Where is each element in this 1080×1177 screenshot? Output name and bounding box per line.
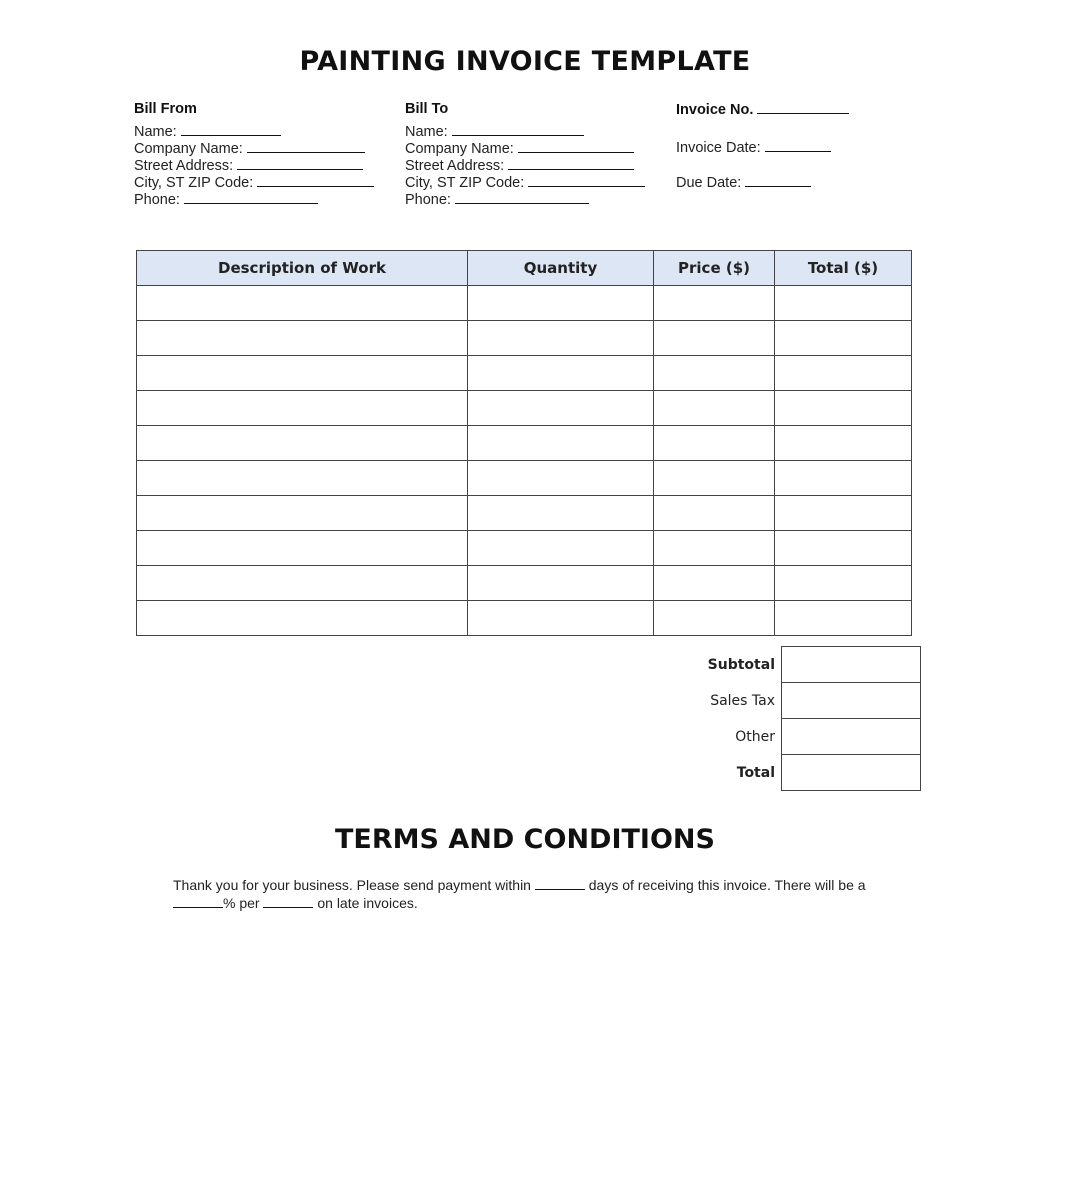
other-cell[interactable] xyxy=(782,719,921,755)
terms-text-part1: Thank you for your business. Please send payment within xyxy=(173,877,531,893)
bill-from-section xyxy=(134,101,374,208)
bill-from-heading: Bill From xyxy=(134,101,197,117)
quantity-cell[interactable] xyxy=(468,321,654,356)
bill-to-heading: Bill To xyxy=(405,101,449,117)
description-cell[interactable] xyxy=(137,531,468,566)
quantity-cell[interactable] xyxy=(468,566,654,601)
price-cell[interactable] xyxy=(654,426,775,461)
late-fee-percent-blank[interactable] xyxy=(173,895,223,908)
terms-text-part2: days of receiving this invoice. There will be a xyxy=(588,877,866,893)
table-row xyxy=(137,566,912,601)
due-date-label: Due Date: xyxy=(676,175,742,191)
total-cell[interactable] xyxy=(775,356,912,391)
summary-row xyxy=(700,683,921,719)
total-cell[interactable] xyxy=(775,531,912,566)
summary-table xyxy=(700,646,921,791)
bill-to-street-label: Street Address: xyxy=(405,158,505,174)
price-cell[interactable] xyxy=(654,531,775,566)
bill-from-street-label: Street Address: xyxy=(134,158,234,174)
bill-to-section xyxy=(405,101,645,208)
sales-tax-cell[interactable] xyxy=(782,683,921,719)
description-cell[interactable] xyxy=(137,356,468,391)
terms-heading: TERMS AND CONDITIONS xyxy=(335,824,715,855)
bill-from-company-field[interactable] xyxy=(247,140,365,153)
invoice-date-row xyxy=(676,139,831,156)
header-description: Description of Work xyxy=(137,251,468,286)
bill-from-company-label: Company Name: xyxy=(134,141,243,157)
quantity-cell[interactable] xyxy=(468,601,654,636)
bill-to-phone-label: Phone: xyxy=(405,192,451,208)
price-cell[interactable] xyxy=(654,356,775,391)
sales-tax-label: Sales Tax xyxy=(710,692,775,709)
terms-text-part3: % per xyxy=(223,895,260,911)
bill-to-company-label: Company Name: xyxy=(405,141,514,157)
price-cell[interactable] xyxy=(654,286,775,321)
bill-to-phone-field[interactable] xyxy=(455,191,589,204)
terms-text xyxy=(173,876,873,912)
summary-row xyxy=(700,647,921,683)
bill-to-city-label: City, ST ZIP Code: xyxy=(405,175,525,191)
bill-to-name-field[interactable] xyxy=(452,123,584,136)
description-cell[interactable] xyxy=(137,496,468,531)
invoice-number-label: Invoice No. xyxy=(676,102,754,118)
table-row xyxy=(137,496,912,531)
subtotal-cell[interactable] xyxy=(782,647,921,683)
summary-row xyxy=(700,719,921,755)
header-price: Price ($) xyxy=(654,251,775,286)
bill-from-street-field[interactable] xyxy=(237,157,363,170)
table-row xyxy=(137,356,912,391)
due-date-field[interactable] xyxy=(745,174,811,187)
total-label: Total xyxy=(736,764,775,781)
document-title: PAINTING INVOICE TEMPLATE xyxy=(299,46,751,77)
description-cell[interactable] xyxy=(137,321,468,356)
quantity-cell[interactable] xyxy=(468,286,654,321)
table-row xyxy=(137,286,912,321)
total-cell[interactable] xyxy=(775,496,912,531)
price-cell[interactable] xyxy=(654,601,775,636)
table-row xyxy=(137,601,912,636)
other-label: Other xyxy=(735,728,775,745)
price-cell[interactable] xyxy=(654,391,775,426)
bill-to-street-field[interactable] xyxy=(508,157,634,170)
header-total: Total ($) xyxy=(775,251,912,286)
total-cell[interactable] xyxy=(775,566,912,601)
late-fee-period-blank[interactable] xyxy=(263,895,313,908)
line-items-table xyxy=(136,250,912,636)
description-cell[interactable] xyxy=(137,391,468,426)
total-cell[interactable] xyxy=(775,426,912,461)
bill-from-city-field[interactable] xyxy=(257,174,374,187)
payment-days-blank[interactable] xyxy=(535,877,585,890)
table-row xyxy=(137,531,912,566)
table-row xyxy=(137,321,912,356)
table-row xyxy=(137,391,912,426)
bill-to-company-field[interactable] xyxy=(518,140,634,153)
bill-from-city-label: City, ST ZIP Code: xyxy=(134,175,254,191)
header-quantity: Quantity xyxy=(468,251,654,286)
bill-to-name-label: Name: xyxy=(405,124,448,140)
total-cell[interactable] xyxy=(782,755,921,791)
total-cell[interactable] xyxy=(775,286,912,321)
quantity-cell[interactable] xyxy=(468,496,654,531)
bill-from-name-field[interactable] xyxy=(181,123,281,136)
description-cell[interactable] xyxy=(137,601,468,636)
description-cell[interactable] xyxy=(137,286,468,321)
table-row xyxy=(137,426,912,461)
price-cell[interactable] xyxy=(654,496,775,531)
invoice-number-field[interactable] xyxy=(757,101,849,114)
total-cell[interactable] xyxy=(775,601,912,636)
quantity-cell[interactable] xyxy=(468,356,654,391)
price-cell[interactable] xyxy=(654,321,775,356)
quantity-cell[interactable] xyxy=(468,531,654,566)
bill-from-name-label: Name: xyxy=(134,124,177,140)
quantity-cell[interactable] xyxy=(468,461,654,496)
due-date-row xyxy=(676,174,811,191)
subtotal-label: Subtotal xyxy=(707,656,775,673)
table-row xyxy=(137,461,912,496)
invoice-date-label: Invoice Date: xyxy=(676,140,761,156)
summary-row xyxy=(700,755,921,791)
total-cell[interactable] xyxy=(775,321,912,356)
quantity-cell[interactable] xyxy=(468,391,654,426)
terms-text-part4: on late invoices. xyxy=(317,895,418,911)
invoice-date-field[interactable] xyxy=(765,139,831,152)
quantity-cell[interactable] xyxy=(468,426,654,461)
table-header-row xyxy=(137,251,912,286)
description-cell[interactable] xyxy=(137,566,468,601)
price-cell[interactable] xyxy=(654,461,775,496)
total-cell[interactable] xyxy=(775,461,912,496)
bill-from-phone-field[interactable] xyxy=(184,191,318,204)
total-cell[interactable] xyxy=(775,391,912,426)
bill-from-phone-label: Phone: xyxy=(134,192,180,208)
description-cell[interactable] xyxy=(137,461,468,496)
invoice-number-row xyxy=(676,101,849,118)
price-cell[interactable] xyxy=(654,566,775,601)
description-cell[interactable] xyxy=(137,426,468,461)
bill-to-city-field[interactable] xyxy=(528,174,645,187)
